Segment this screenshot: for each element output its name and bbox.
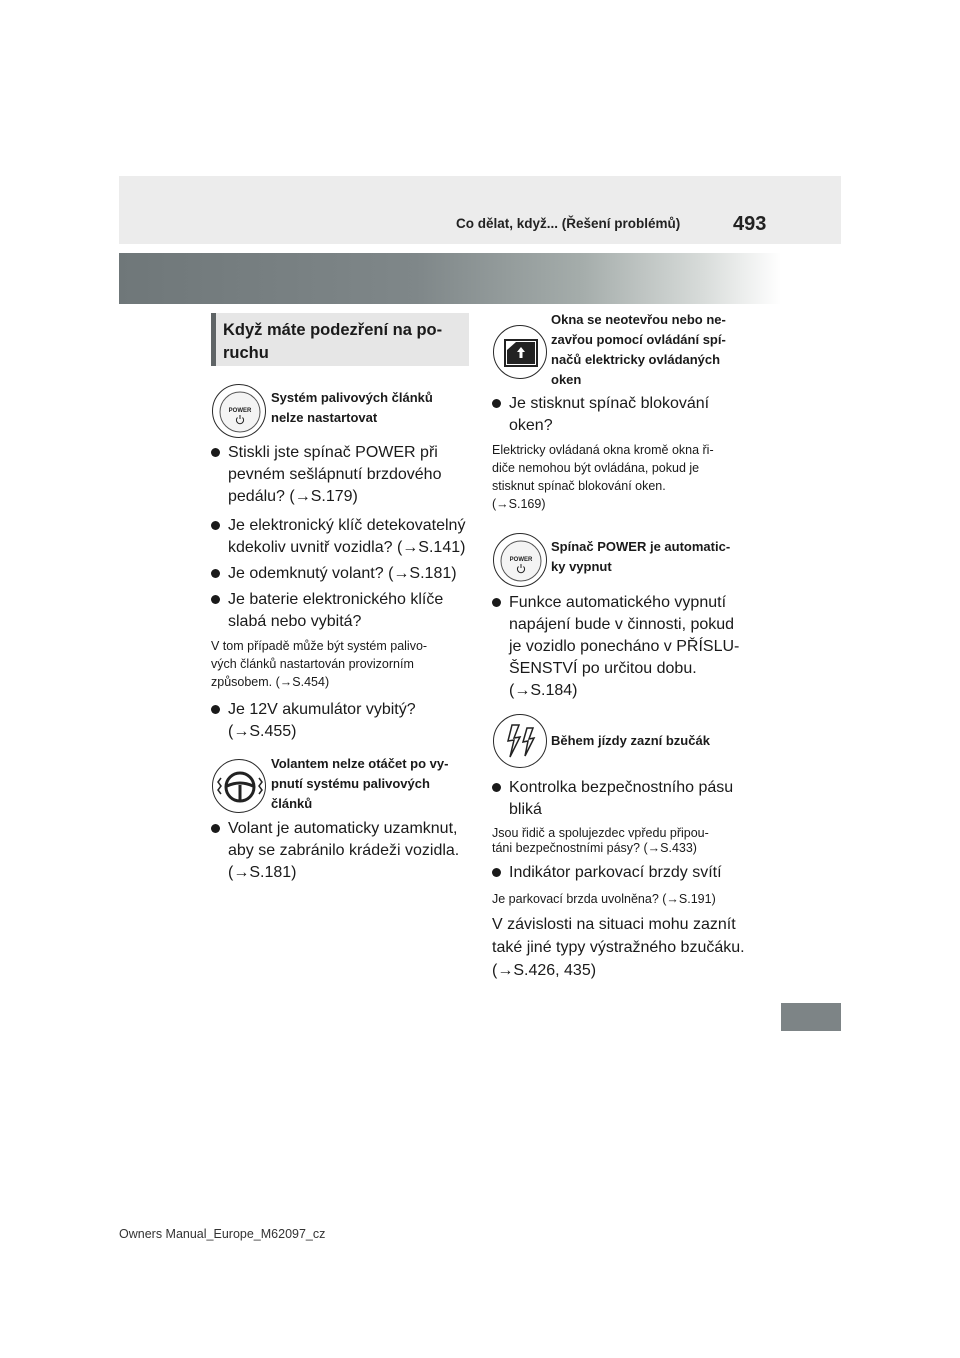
header-gradient-bar	[119, 253, 781, 304]
note-text: Elektricky ovládaná okna kromě okna ři- diče nemohou být ovládána, pokud je stisknut spínač blokování oken. (→S.169)	[492, 443, 714, 511]
list-item: Volant je automaticky uzamknut, aby se zabránilo krádeži vozidla. (→S.181)	[211, 818, 487, 884]
note-text: V tom případě může být systém palivo- vých článků nastartován provizorním způsobem. (→S.454)	[211, 639, 428, 689]
chapter-title: Co dělat, když... (Řešení problémů)	[456, 216, 681, 231]
list-item: Funkce automatického vypnutí napájení bude v činnosti, pokud je vozidlo ponecháno v PŘÍSLU- ŠENSTVÍ po určitou dobu. (→S.184)	[492, 592, 754, 702]
section-heading: Když máte podezření na po- ruchu	[223, 321, 443, 362]
power-icon-label: POWER	[228, 408, 252, 414]
window-lock-icon	[493, 325, 547, 379]
list-item: Je 12V akumulátor vybitý? (→S.455)	[211, 699, 481, 743]
list-item: Je elektronický klíč detekovatelný kdekoliv uvnitř vozidla? (→S.141)	[211, 515, 487, 559]
power-switch-icon	[493, 533, 547, 587]
subsection-title: Okna se neotevřou nebo ne- zavřou pomocí ovládání spí- načů elektricky ovládaných oken	[551, 312, 726, 387]
list-item: Je baterie elektronického klíče slabá nebo vybitá?	[211, 589, 481, 633]
power-switch-icon	[212, 384, 266, 438]
list-item: Stiskli jste spínač POWER při pevném sešlápnutí brzdového pedálu? (→S.179)	[211, 442, 481, 508]
subsection-title: Volantem nelze otáčet po vy- pnutí systému palivových článků	[271, 756, 449, 811]
list-item: Kontrolka bezpečnostního pásu bliká	[492, 777, 754, 821]
note-text: Je parkovací brzda uvolněna? (→S.191)	[492, 892, 716, 906]
steering-wheel-lock-icon	[212, 759, 266, 813]
subsection-title: Systém palivových článků nelze nastartovat	[271, 390, 433, 425]
footer-text: Owners Manual_Europe_M62097_cz	[119, 1227, 326, 1241]
subsection-title: Během jízdy zazní bzučák	[551, 733, 710, 748]
note-text: Jsou řidič a spolujezdec vpředu připou- táni bezpečnostními pásy? (→S.433)	[492, 826, 709, 855]
subsection-title: Spínač POWER je automatic- ky vypnut	[551, 539, 731, 574]
chapter-side-tab	[781, 1003, 841, 1031]
paragraph: V závislosti na situaci mohu zaznít také jiné typy výstražného bzučáku. (→S.426, 435)	[492, 916, 745, 979]
list-item: Je odemknutý volant? (→S.181)	[211, 563, 481, 585]
page-number: 493	[733, 213, 767, 235]
power-icon-label: POWER	[509, 557, 533, 563]
list-item: Je stisknut spínač blokování oken?	[492, 393, 752, 437]
list-item: Indikátor parkovací brzdy svítí	[492, 862, 754, 884]
buzzer-icon	[493, 714, 547, 768]
